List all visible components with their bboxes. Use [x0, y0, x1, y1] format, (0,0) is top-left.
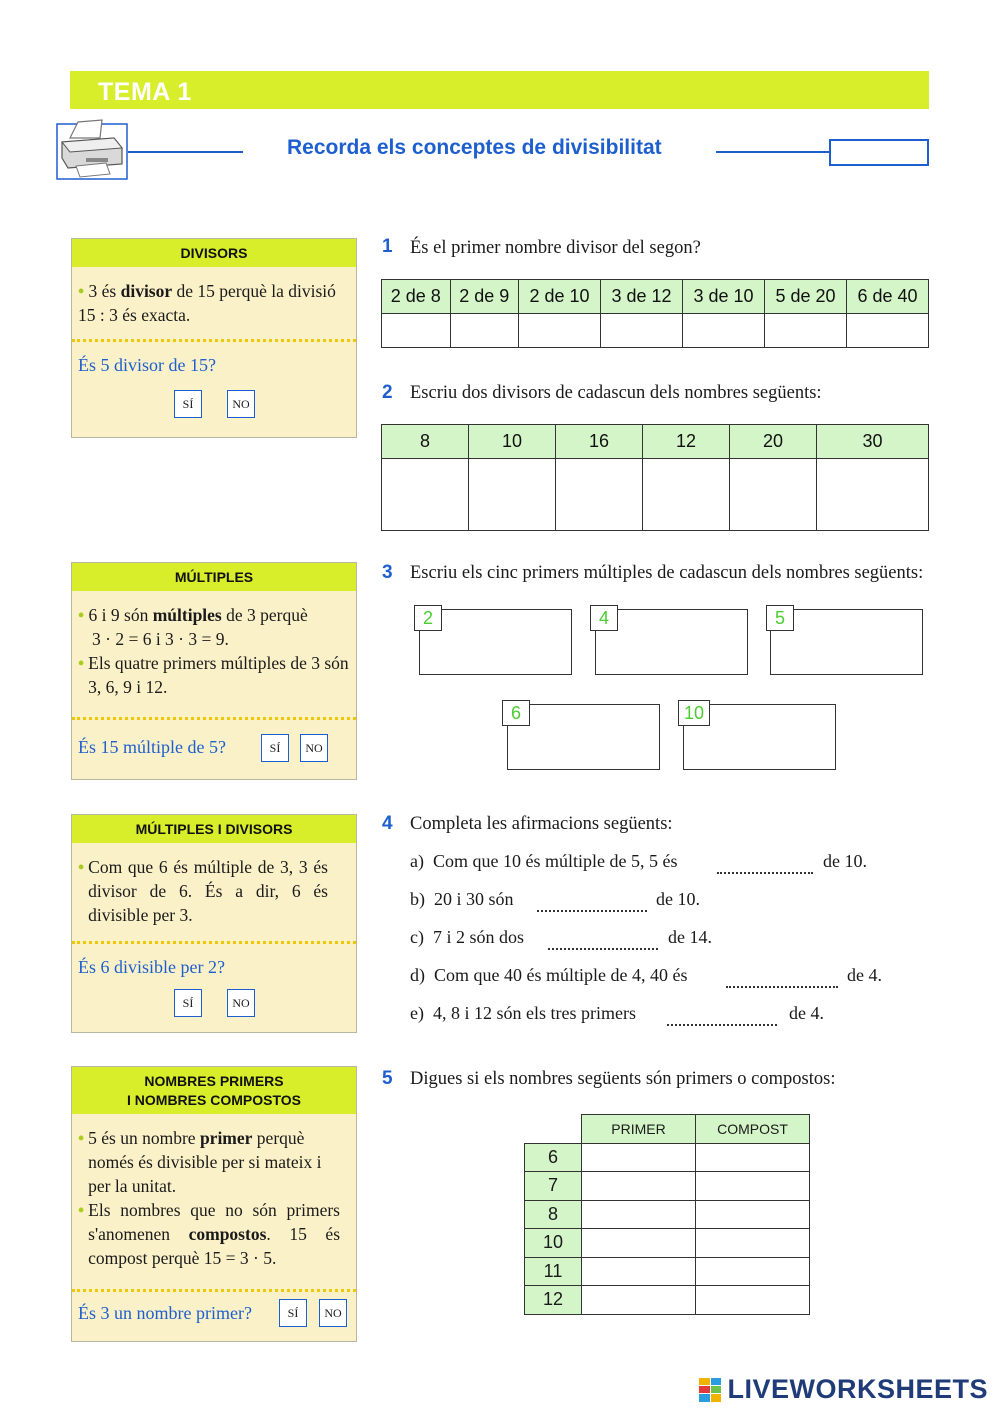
- divider: [72, 941, 356, 944]
- tema-label: TEMA 1: [98, 78, 192, 106]
- primer-cell[interactable]: [582, 1229, 696, 1258]
- multiples-title: MÚLTIPLES: [72, 563, 356, 591]
- ex1-answer-cell[interactable]: [683, 314, 765, 348]
- ex4-blank-e[interactable]: [667, 1012, 777, 1026]
- mult-div-no-option[interactable]: NO: [227, 989, 255, 1017]
- multiples-label: 10: [678, 700, 710, 726]
- ex4-blank-d[interactable]: [726, 974, 838, 988]
- primers-no-option[interactable]: NO: [319, 1299, 347, 1327]
- ex1-header: 2 de 10: [519, 280, 601, 314]
- ex2-text: Escriu dos divisors de cadascun dels nombres següents:: [410, 383, 822, 403]
- compost-cell[interactable]: [696, 1257, 810, 1286]
- ex1-answer-cell[interactable]: [601, 314, 683, 348]
- primers-title: NOMBRES PRIMERS I NOMBRES COMPOSTOS: [72, 1067, 356, 1114]
- ex1-answer-cell[interactable]: [765, 314, 847, 348]
- ex4-item-d: d) Com que 40 és múltiple de 4, 40 és: [410, 965, 688, 985]
- ex2-header: 8: [382, 425, 469, 459]
- ex3-text: Escriu els cinc primers múltiples de cadascun dels nombres següents:: [410, 563, 924, 583]
- primers-question: És 3 un nombre primer?: [78, 1303, 252, 1323]
- mult-div-yes-option[interactable]: SÍ: [174, 989, 202, 1017]
- mult-div-text: • Com que 6 és múltiple de 3, 3 és divisor de 6. És a dir, 6 és divisible per 3.: [78, 857, 328, 925]
- primer-cell[interactable]: [582, 1257, 696, 1286]
- title-line-right: [716, 151, 830, 153]
- ex2-header: 10: [469, 425, 556, 459]
- multiples-yes-option[interactable]: SÍ: [261, 734, 289, 762]
- number-cell: 10: [525, 1229, 582, 1258]
- ex1-answer-cell[interactable]: [519, 314, 601, 348]
- multiples-box: [71, 562, 357, 780]
- ex1-answer-cell[interactable]: [382, 314, 451, 348]
- ex1-header: 5 de 20: [765, 280, 847, 314]
- ex4-blank-a[interactable]: [717, 860, 813, 874]
- multiples-label: 2: [414, 605, 442, 631]
- col-compost: COMPOST: [696, 1115, 810, 1144]
- compost-cell[interactable]: [696, 1200, 810, 1229]
- divisors-box: [71, 238, 357, 438]
- ex1-header: 3 de 10: [683, 280, 765, 314]
- ex1-text: És el primer nombre divisor del segon?: [410, 238, 701, 258]
- ex1-answer-cell[interactable]: [847, 314, 929, 348]
- ex4-post-b: de 10.: [656, 889, 700, 909]
- multiples-label: 4: [590, 605, 618, 631]
- divisors-title: DIVISORS: [72, 239, 356, 267]
- multiples-label: 5: [766, 605, 794, 631]
- multiples-text: • 6 i 9 són múltiples de 3 perquè 3 · 2 = 6 i 3 · 3 = 9. • Els quatre primers múltiples de 3 són 3, 6, 9 i 12.: [78, 605, 349, 697]
- liveworksheets-logo: LIVEWORKSHEETS: [699, 1374, 988, 1405]
- primers-yes-option[interactable]: SÍ: [279, 1299, 307, 1327]
- ex1-number: 1: [382, 236, 393, 257]
- ex2-header: 16: [556, 425, 643, 459]
- primer-cell[interactable]: [582, 1172, 696, 1201]
- ex5-text: Digues si els nombres següents són primers o compostos:: [410, 1069, 836, 1089]
- ex2-answer-cell[interactable]: [556, 459, 643, 531]
- divider: [72, 1289, 356, 1292]
- ex4-blank-b[interactable]: [537, 898, 647, 912]
- ex5-number: 5: [382, 1068, 393, 1089]
- number-cell: 8: [525, 1200, 582, 1229]
- mult-div-box: [71, 814, 357, 1033]
- page-title: Recorda els conceptes de divisibilitat: [287, 136, 662, 159]
- compost-cell[interactable]: [696, 1229, 810, 1258]
- primers-box: [71, 1066, 357, 1342]
- ex1-answer-cell[interactable]: [450, 314, 519, 348]
- compost-cell[interactable]: [696, 1286, 810, 1315]
- ex4-post-d: de 4.: [847, 965, 882, 985]
- divisors-no-option[interactable]: NO: [227, 390, 255, 418]
- primers-text: • 5 és un nombre primer perquè només és divisible per si mateix i per la unitat. • Els nombres que no són primers s'anomenen compostos. 15 és compost perquè 15 = 3 · 5.: [78, 1128, 340, 1268]
- divider: [72, 339, 356, 342]
- ex4-item-e: e) 4, 8 i 12 són els tres primers: [410, 1003, 636, 1023]
- primer-cell[interactable]: [582, 1286, 696, 1315]
- ex4-text: Completa les afirmacions següents:: [410, 814, 673, 834]
- ex4-post-e: de 4.: [789, 1003, 824, 1023]
- ex5-table: [524, 1114, 810, 1315]
- ex2-header: 12: [643, 425, 730, 459]
- logo-mark-icon: [699, 1378, 721, 1402]
- multiples-label: 6: [502, 700, 530, 726]
- ex2-table: [381, 424, 929, 531]
- ex1-table: [381, 279, 929, 348]
- multiples-no-option[interactable]: NO: [300, 734, 328, 762]
- ex4-item-a: a) Com que 10 és múltiple de 5, 5 és: [410, 851, 678, 871]
- ex4-item-b: b) 20 i 30 són: [410, 889, 514, 909]
- ex2-answer-cell[interactable]: [643, 459, 730, 531]
- divider: [72, 717, 356, 720]
- ex4-number: 4: [382, 813, 393, 834]
- ex4-item-c: c) 7 i 2 són dos: [410, 927, 524, 947]
- ex2-answer-cell[interactable]: [817, 459, 929, 531]
- ex1-header: 2 de 9: [450, 280, 519, 314]
- ex3-number: 3: [382, 562, 393, 583]
- number-cell: 6: [525, 1143, 582, 1172]
- ex4-post-a: de 10.: [823, 851, 867, 871]
- compost-cell[interactable]: [696, 1172, 810, 1201]
- header-bar: [70, 71, 929, 109]
- ex4-post-c: de 14.: [668, 927, 712, 947]
- title-line-left: [128, 151, 243, 153]
- number-cell: 12: [525, 1286, 582, 1315]
- ex2-number: 2: [382, 382, 393, 403]
- ex4-blank-c[interactable]: [548, 936, 658, 950]
- ex1-header: 3 de 12: [601, 280, 683, 314]
- multiples-question: És 15 múltiple de 5?: [78, 737, 226, 757]
- compost-cell[interactable]: [696, 1143, 810, 1172]
- ex2-header: 20: [730, 425, 817, 459]
- number-cell: 11: [525, 1257, 582, 1286]
- divisors-yes-option[interactable]: SÍ: [174, 390, 202, 418]
- number-cell: 7: [525, 1172, 582, 1201]
- name-input-box[interactable]: [829, 139, 929, 166]
- col-primer: PRIMER: [582, 1115, 696, 1144]
- divisors-text: • 3 és divisor de 15 perquè la divisió 15 : 3 és exacta.: [78, 281, 336, 325]
- ex2-header: 30: [817, 425, 929, 459]
- primer-cell[interactable]: [582, 1200, 696, 1229]
- ex2-answer-cell[interactable]: [469, 459, 556, 531]
- mult-div-question: És 6 divisible per 2?: [78, 957, 225, 977]
- ex1-header: 6 de 40: [847, 280, 929, 314]
- primer-cell[interactable]: [582, 1143, 696, 1172]
- mult-div-title: MÚLTIPLES I DIVISORS: [72, 815, 356, 843]
- ex2-answer-cell[interactable]: [382, 459, 469, 531]
- printer-icon: [56, 118, 128, 180]
- ex1-header: 2 de 8: [382, 280, 451, 314]
- ex2-answer-cell[interactable]: [730, 459, 817, 531]
- divisors-question: És 5 divisor de 15?: [78, 355, 216, 375]
